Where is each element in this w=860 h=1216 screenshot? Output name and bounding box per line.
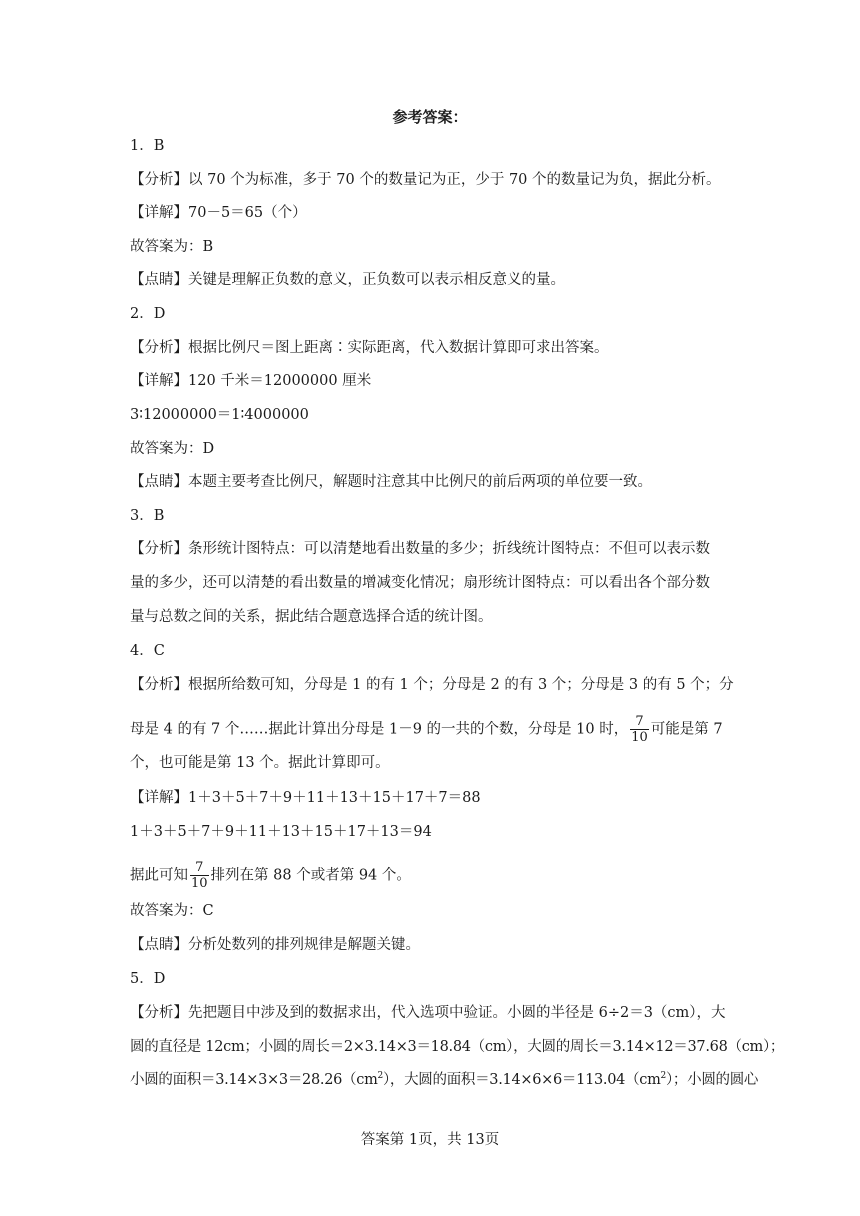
q4-detail-line-2: 1＋3＋5＋7＋9＋11＋13＋15＋17＋13＝94	[130, 824, 432, 840]
superscript-two: 2	[660, 1071, 666, 1082]
fraction-denominator: 10	[631, 730, 648, 745]
q4-analysis-line-2-end: 可能是第 7	[650, 721, 723, 738]
q1-answer: 故答案为：B	[130, 239, 214, 255]
q3-analysis-line-3: 量与总数之间的关系，据此结合题意选择合适的统计图。	[130, 609, 493, 625]
q5-analysis-line-3	[130, 1070, 759, 1090]
fraction-numerator: 7	[635, 714, 644, 729]
q4-analysis-line-2	[130, 714, 730, 745]
q4-analysis-line-2-start: 母是 4 的有 7 个……据此计算出分母是 1－9 的一共的个数，分母是 10 时，	[130, 721, 629, 738]
q4-answer: 故答案为：C	[130, 903, 214, 919]
q1-analysis: 【分析】以 70 个为标准，多于 70 个的数量记为正，少于 70 个的数量记为负，据此分析。	[130, 172, 721, 188]
q5-number: 5．D	[130, 971, 166, 987]
q3-analysis-line-1: 【分析】条形统计图特点：可以清楚地看出数量的多少；折线统计图特点：不但可以表示数	[130, 541, 710, 557]
q3-analysis-line-2: 量的多少，还可以清楚的看出数量的增减变化情况；扇形统计图特点：可以看出各个部分数	[130, 575, 710, 591]
q2-number: 2．D	[130, 306, 166, 322]
fraction-numerator: 7	[195, 860, 204, 875]
superscript-two: 2	[377, 1071, 383, 1082]
q4-number: 4．C	[130, 643, 165, 659]
q2-answer: 故答案为：D	[130, 441, 215, 457]
fraction-seven-tenths	[190, 860, 209, 891]
q4-analysis-line-1: 【分析】根据所给数可知，分母是 1 的有 1 个；分母是 2 的有 3 个；分母是 3 的有 5 个；分	[130, 677, 734, 693]
q4-comment: 【点睛】分析处数列的排列规律是解题关键。	[130, 937, 420, 953]
fraction-denominator: 10	[191, 876, 208, 891]
q2-detail: 【详解】120 千米＝12000000 厘米	[130, 373, 372, 389]
q4-conclusion-end: 排列在第 88 个或者第 94 个。	[210, 867, 411, 884]
q4-detail-line-1: 【详解】1＋3＋5＋7＋9＋11＋13＋15＋17＋7＝88	[130, 790, 481, 806]
q5-line-3-part-3: ）；小圆的圆心	[665, 1072, 759, 1088]
q2-calculation: 3∶12000000＝1∶4000000	[130, 407, 309, 423]
q5-analysis-line-1: 【分析】先把题目中涉及到的数据求出，代入选项中验证。小圆的半径是 6÷2＝3（cm），大	[130, 1005, 726, 1021]
fraction-seven-tenths	[630, 714, 649, 745]
q2-comment: 【点睛】本题主要考查比例尺，解题时注意其中比例尺的前后两项的单位要一致。	[130, 474, 652, 490]
q1-number: 1．B	[130, 138, 165, 154]
q4-conclusion	[130, 860, 730, 891]
q3-number: 3．B	[130, 508, 165, 524]
q1-comment: 【点睛】关键是理解正负数的意义，正负数可以表示相反意义的量。	[130, 272, 565, 288]
page-footer: 答案第 1页，共 13页	[360, 1132, 500, 1148]
q4-conclusion-start: 据此可知	[130, 867, 188, 884]
q2-analysis: 【分析】根据比例尺＝图上距离∶实际距离，代入数据计算即可求出答案。	[130, 340, 609, 356]
q4-analysis-line-3: 个，也可能是第 13 个。据此计算即可。	[130, 755, 390, 771]
q5-line-3-part-1: 小圆的面积＝3.14×3×3＝28.26（cm	[130, 1072, 378, 1088]
q5-line-3-part-2: ），大圆的面积＝3.14×6×6＝113.04（cm	[382, 1072, 661, 1088]
q1-detail: 【详解】70－5＝65（个）	[130, 205, 307, 221]
page-title: 参考答案：	[392, 108, 468, 126]
q5-analysis-line-2: 圆的直径是 12cm；小圆的周长＝2×3.14×3＝18.84（cm），大圆的周长＝3.14×12＝37.68（cm）；	[130, 1039, 785, 1055]
